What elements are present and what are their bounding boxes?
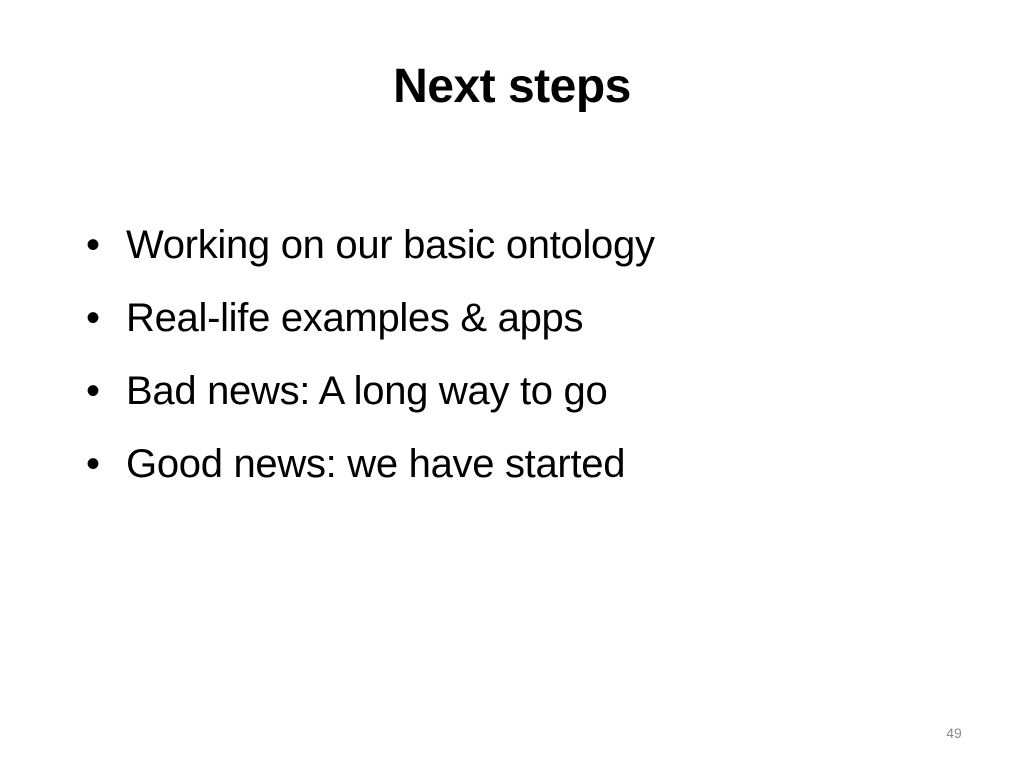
bullet-text: Good news: we have started [126, 442, 626, 486]
bullet-dot: • [86, 442, 101, 486]
bullet-dot: • [86, 296, 101, 340]
slide-title: Next steps [393, 60, 631, 113]
bullet-text: Working on our basic ontology [126, 223, 655, 267]
bullet-dot: • [86, 223, 101, 267]
bullet-dot: • [86, 369, 101, 413]
bullet-text: Real-life examples & apps [126, 296, 584, 340]
slide-number: 49 [946, 725, 962, 741]
bullet-item [86, 218, 966, 291]
bullet-item [86, 364, 966, 437]
bullet-item [86, 291, 966, 364]
bullet-text: Bad news: A long way to go [126, 369, 608, 413]
bullet-item [86, 437, 966, 510]
bullet-list [86, 218, 966, 510]
